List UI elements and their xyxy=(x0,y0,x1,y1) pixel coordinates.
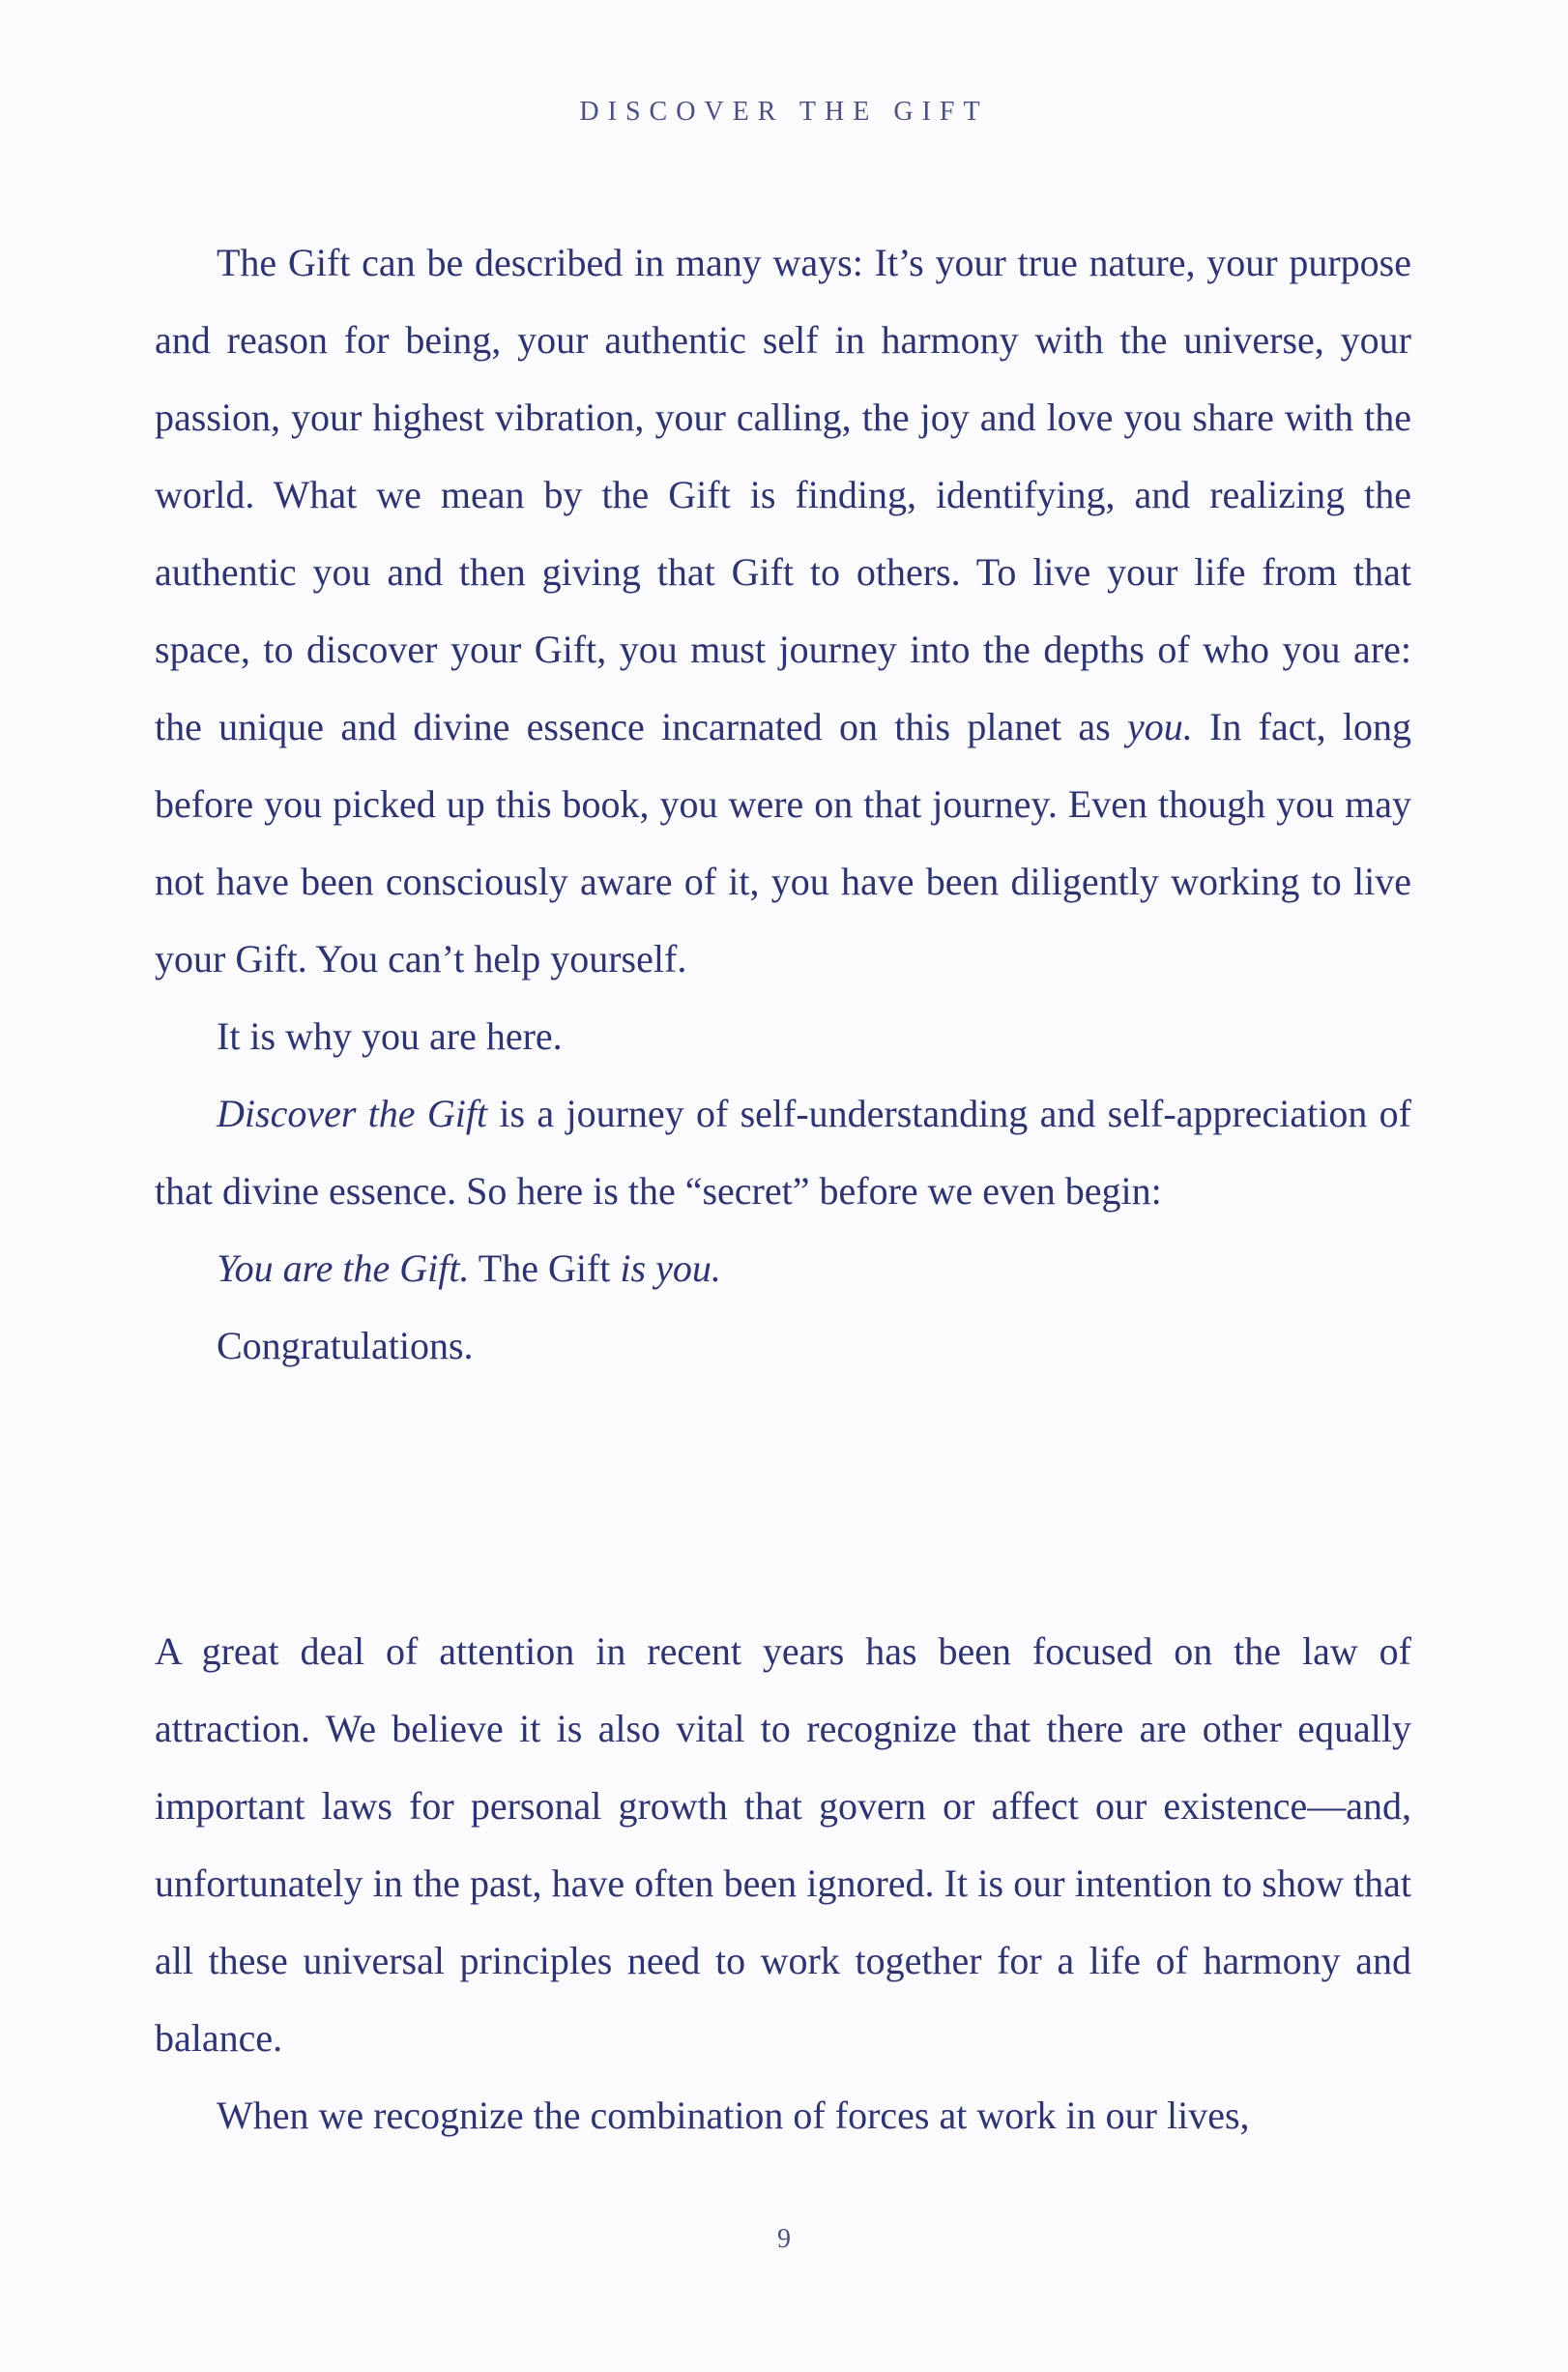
paragraph-text: The Gift can be described in many ways: It’s your true nature, your purpose and reason for being, your authentic self in harmony with the universe, your passion, your highest vibration, your calling, the joy and love you share with the world. What we mean by the Gift is finding, identifying, and realizing the authentic you and then giving that Gift to others. To live your life from that space, to discover your Gift, you must journey into the depths of who you are: the unique and divine essence incarnated on this planet as xyxy=(155,241,1411,748)
secret-part-1: You are the Gift. xyxy=(217,1246,470,1290)
paragraph-combination-of-forces: When we recognize the combination of forces at work in our lives, xyxy=(217,2094,1250,2137)
section-two xyxy=(155,1613,1411,2154)
secret-part-3: is you. xyxy=(620,1246,721,1290)
paragraph-why-here: It is why you are here. xyxy=(217,1014,563,1058)
running-head: DISCOVER THE GIFT xyxy=(579,97,989,127)
paragraph-secret xyxy=(155,1230,1411,1307)
section-one xyxy=(155,224,1411,1385)
book-title: Discover the Gift xyxy=(217,1092,488,1135)
paragraph-law-of-attraction: A great deal of attention in recent years has been focused on the law of attraction. We believe it is also vital to recognize that there are other equally important laws for personal growth that govern or affect our existence—and, unfortunately in the past, have often been ignored. It is our intention to show that all these universal principles need to work together for a life of harmony and balance. xyxy=(155,1629,1411,2060)
paragraph-journey xyxy=(155,1075,1411,1230)
paragraph-congratulations: Congratulations. xyxy=(217,1324,474,1367)
secret-part-2: The Gift xyxy=(469,1246,621,1290)
paragraph-text: is a journey of self-understanding and self-appreciation of that divine essence. So here is the “secret” before we even begin: xyxy=(155,1092,1411,1213)
paragraph-gift-description xyxy=(155,224,1411,998)
page-number: 9 xyxy=(777,2224,791,2254)
paragraph-text-continued: In fact, long before you picked up this book, you were on that journey. Even though you may not have been consciously aware of it, you have been diligently working to live your Gift. You can’t help yourself. xyxy=(155,705,1412,981)
emphasis-you: you. xyxy=(1126,705,1193,748)
